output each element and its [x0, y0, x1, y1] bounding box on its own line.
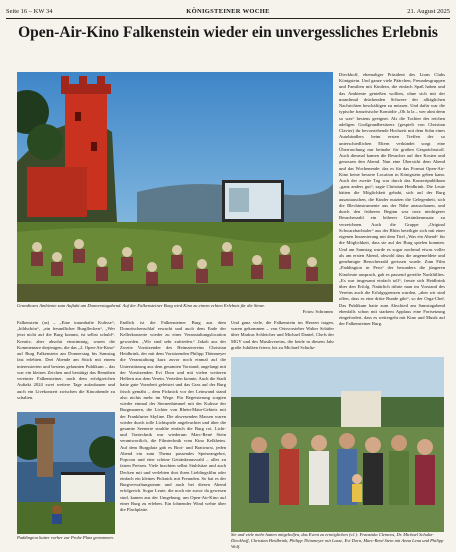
article-column-1: [17, 320, 115, 408]
photo-caption-main: [17, 303, 333, 314]
photo-caption-paddington: Paddington hatter vorher zur Probe Platz genommen.: [17, 535, 114, 540]
photo-credit: Fotos: Schramm: [302, 309, 333, 314]
publication-name: KÖNIGSTEINER WOCHE: [186, 8, 270, 15]
article-column-right: [339, 72, 445, 362]
article-paragraph: Falkenstein (as) – „Eine traumhafte Kulisse“, „bildschön“, „ein freundlicher Burgflecken“, „Wer jetzt nicht auf die Burg kommt, ist selbst schuld“. Kreativ, aber absolut einstimmig, waren die Kommentare derjenigen, die das „2. Open-Air-Kino“ auf Burg Falkenstein am Donnerstag bis Samstag fast erlebten. Drei Abende am Stück mit einem interessierten und bestens gelaunten Publikum – das war ein kleines Zeichen und bestätigt das Bemühen vereinter Falkensteiner, nach dem erfolgreichen Auftakt 2024 zwei weitere Tage aufzubauen und auch ein Livekonzert zwischen die Kinoabende zu schalten.: [17, 320, 115, 400]
article-title: Open-Air-Kino Falkenstein wieder ein unvergessliches Erlebnis: [18, 24, 438, 41]
paddington-photo: [17, 412, 115, 534]
article-column-2: [120, 320, 226, 550]
article-paragraph: Endlich ist die Falkensteiner Burg aus dem Dornröschenschlaf erwacht und auch dem Ende der Kellerkonzerte wieder zu einer Veranstaltungslocation geworden. „Wir sind sehr zufrieden.“ Jakob aus der Zweite Vorsitzender des Heimatvereins Christian Heidbrink, der mit dem Vorsitzenden Philipp Thönmeyer die Veranstaltung kurz zuvor noch einmal auf die Unterstützung aus dem gesamten Vorstand, angelangt mit der Vorsitzenden Evi Dorn und mit vielen weiteren Helfern aus dem Verein. Verteilen konnte, Auch die Stadt hatte gute Vorarbeit geleistet und das Gras auf der Burg frisch gemäht – dem Picknick vor der Leinwand stand also nichts mehr im Wege. Für Begeisterung sorgten wieder einmal der Sternenhimmel mit der Kulisse der Burgmauern, die Lichter von Rhein-Main-Gebiets mit der Frankfurter Skyline. Die abwesenden Massen waren wieder durch tolle Lichtspiele angeleuchtet und über die gesamte Szenerie strahlte einfach die Burg rot. Licht- und Tontechnik war wiederum Marc-René Stein verantwortlich, die Filmtechnik vom Kino Kelkheim. Auf dem Burgplatz gab es Brot- und Bratwurst, jeden Abend ein zum Thema passendes Speiseangebot, Popcorn und eine schöne Getränkeauswahl – alles zu fairen Preisen. Viele brachten selbst Stuhlsitze und auch Decken mit und verlebten dort ihren Lieblingsfilm oder einfach ein kleines Picknick mit Freunden. So hat es der Burgverwaltungsteam und auch bei diesen Abend erfolgreich. Sogar Leute, die noch nie zuvor da gewesen sind, kamen aus der Umgebung, um Open-Air-Kino auf einer Burg zu erleben. Ein lohnender Wind wehte über die Flachplatte.: [120, 320, 226, 513]
caption-text: Grandioses Ambiente zum Auftakt am Donnerstagabend. Auf der Falkensteiner Burg wird Kino zu einem echten Erlebnis für die Sinne.: [17, 303, 266, 308]
page-header: [6, 6, 450, 19]
article-paragraph: Dieckhoff, ehemaliger Präsident des Lions Clubs Königstein. Und ganze viele Päärchen, Freundesgruppen und Familien mit Kindern, die einfach Spaß haben und das Ambiente genießen wollten, ohne sich mit der manchmal drückenden Schwere der alltäglichen Nachrichten beschäftigen zu müssen. Und dafür war die typische französische Komödie „Oh la la – wer ahnt denn so was“ bestens geeignet. Als die Tochter des reichen adeligen Großgrundbesitzers (gespielt von Christian Clavier) ihr bevorstehende Hochzeit mit dem Sohn eines Autohändlers beim ersten Treffen der so unterschiedlichen Eltern verkündet sorgt eine Überraschung nur beinahe für großen Gesprächsstoff. Auch diesmal kamen die Besucher auf ihre Kosten und genossen den Abend. Nun eine Übersicht dem Abend und das Wochenende: das es für das Format Open-Air-Kino keine bessere Location in Königstein geben kann. Auch der zweite Tag war durch das Konzertpublikum „ganz anders gut“, sagte Christian Heidbrink. Die Leute hätten die Möglichkeit gehabt, sich auf der Burg auszutauschen, die Kinder nutzten die Gelegenheit, sich die Blechinstrumente aus der Nähe anzuschauen, und durch den früheren Beginn war trotz niedrigerer Besucherzahl ein höherer Getränkeumsatz zu verzeichnen. Auch die Gruppe „Original Schwarzbachtaler“ aus der Rhön beteiligte sich mit einer eigenen Inszenierung mit dem Titel „Was ein Abend“ für die Möglichkeit, dass sie auf der Burg spielen konnten. Und am Samstag wurde es sogar nochmal etwas voller als am ersten Abend, obwohl dass die angemeldete und genehmigte Besucherzahl gerissen wurde. Zum Film „Paddington in Peru“ der besonders die jüngeren Kinoleute ansprach, gab es passend gereifte Nachfülltes. „Es war insgesamt einfach toll“, freute sich Heidbrink über den Erfolg. Natürlich rührte man im Vorstand des Vereins auch die Erfolgsgrenzen wurden, „aber wir sind offen, dass es eine dritte Runde gibt“, so der Orga-Chef. Das Publikum hatte zum Abschied am Samstagabend ebenfalls schon mit starkem Applaus eine Fortsetzung eingefordert, dass es weitergeht mit Kino und Musik auf der Falkensteiner Burg.: [339, 72, 445, 327]
article-paragraph: Und ganz viele, die Falkenstein im Herzen tragen, waren gekommen – von Ortsvorsteher Walter Schäfer über Markus Schleicher und Michael Daniel, Chefs der MGV und des Musikvereins, die beide in diesem Jahr große Jubiläen feiern, bis zu Michael Schultz-: [231, 320, 334, 350]
page-number: Seite 16 – KW 34: [6, 8, 53, 15]
castle-cinema-photo: [17, 72, 333, 302]
issue-date: 21. August 2025: [407, 8, 450, 15]
article-column-3: [231, 320, 334, 350]
helpers-group-photo: [231, 357, 444, 532]
photo-caption-helpers: Sie und viele mehr hatten mitgeholfen, das Event zu ermöglichen (v.l.): Franziska Clemens, Dr. Michael Schultz-Dieckhoff, Christian Heidbrink, Philipp Thönmeyer mit Lasse, Evi Dorn, Marc-René Stein mit Anna Lena und Philipp Wolf.: [231, 532, 444, 549]
